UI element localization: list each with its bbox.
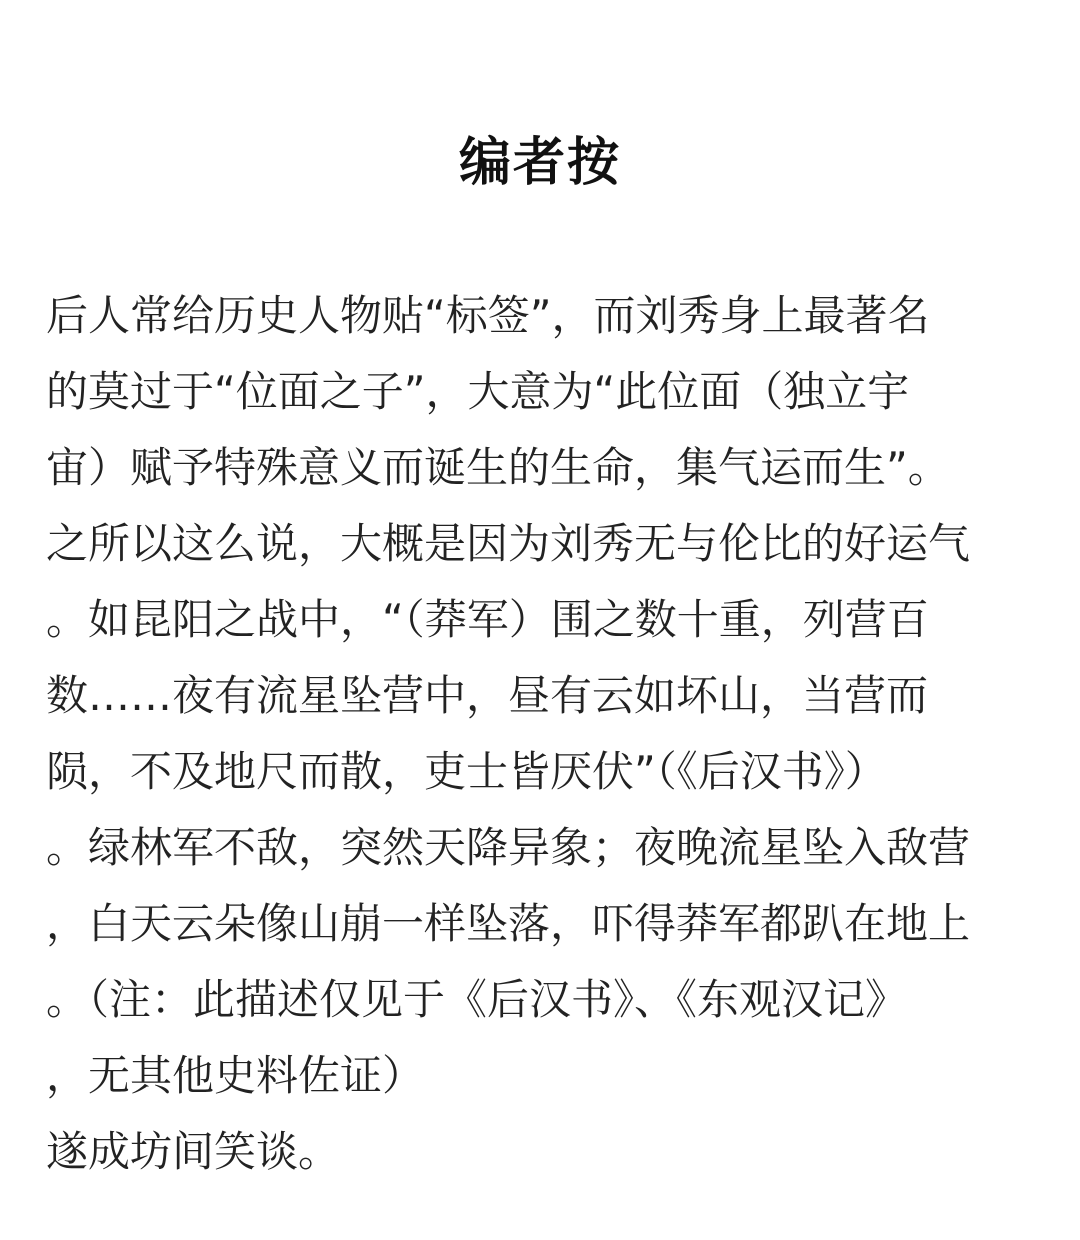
paragraph-line: 宙）赋予特殊意义而诞生的生命，集气运而生”。 <box>46 443 950 492</box>
paragraph-line: 之所以这么说，大概是因为刘秀无与伦比的好运气 <box>46 519 971 568</box>
paragraph-line: 后人常给历史人物贴“标签”，而刘秀身上最著名 <box>46 291 930 340</box>
paragraph-line: 。（注：此描述仅见于《后汉书》、《东观汉记》 <box>46 975 908 1024</box>
document-title: 编者按 <box>458 133 621 193</box>
paragraph-line: 。绿林军不敌，突然天降异象；夜晚流星坠入敌营 <box>46 823 971 872</box>
paragraph-line: ，白天云朵像山崩一样坠落，吓得莽军都趴在地上 <box>46 899 971 948</box>
paragraph-line: 的莫过于“位面之子”，大意为“此位面（独立宇 <box>46 367 910 416</box>
paragraph-line: 陨，不及地尺而散，吏士皆厌伏”（《后汉书》） <box>46 747 887 796</box>
paragraph-line: 。如昆阳之战中，“（莽军）围之数十重，列营百 <box>46 595 929 644</box>
paragraph-line: 数……夜有流星坠营中，昼有云如坏山，当营而 <box>46 671 929 720</box>
document-body <box>46 278 1046 1190</box>
paragraph-line: ，无其他史料佐证） <box>46 1051 425 1100</box>
paragraph-line: 遂成坊间笑谈。 <box>46 1127 341 1176</box>
